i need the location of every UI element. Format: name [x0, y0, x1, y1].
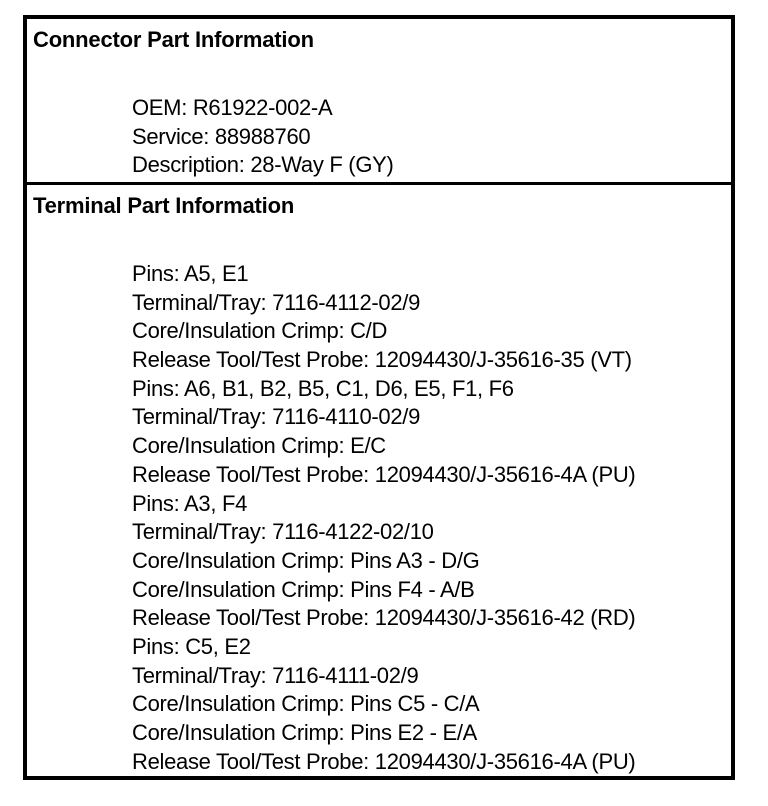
terminal-info-line: Release Tool/Test Probe: 12094430/J-35616-42 (RD): [132, 605, 636, 631]
terminal-info-line: Pins: C5, E2: [132, 633, 251, 659]
terminal-info-line: Core/Insulation Crimp: Pins A3 - D/G: [132, 547, 480, 573]
terminal-info-list: [132, 260, 635, 776]
terminal-info-line: Terminal/Tray: 7116-4122-02/10: [132, 519, 434, 545]
terminal-info-line: Pins: A5, E1: [132, 261, 249, 286]
terminal-info-line: Core/Insulation Crimp: C/D: [132, 318, 388, 344]
terminal-info-line: Pins: A3, F4: [132, 490, 248, 516]
connector-section-title: Connector Part Information: [33, 27, 314, 52]
connector-description-line: Description: 28-Way F (GY): [132, 152, 394, 178]
terminal-info-line: Release Tool/Test Probe: 12094430/J-35616-4A (PU): [132, 461, 636, 487]
terminal-info-line: Core/Insulation Crimp: Pins C5 - C/A: [132, 691, 480, 717]
terminal-info-line: Terminal/Tray: 7116-4111-02/9: [132, 662, 419, 688]
terminal-info-line: Core/Insulation Crimp: Pins F4 - A/B: [132, 576, 475, 602]
terminal-info-line: Release Tool/Test Probe: 12094430/J-35616-35 (VT): [132, 347, 632, 373]
connector-info-list: [132, 94, 394, 180]
terminal-section-title: Terminal Part Information: [33, 193, 295, 218]
connector-section: [27, 19, 731, 185]
connector-service-line: Service: 88988760: [132, 123, 311, 149]
connector-oem-line: OEM: R61922-002-A: [132, 95, 333, 120]
part-information-table: [23, 15, 735, 780]
terminal-info-line: Terminal/Tray: 7116-4112-02/9: [132, 289, 421, 315]
terminal-info-line: Pins: A6, B1, B2, B5, C1, D6, E5, F1, F6: [132, 375, 514, 401]
terminal-info-line: Core/Insulation Crimp: Pins E2 - E/A: [132, 720, 478, 745]
terminal-info-line: Core/Insulation Crimp: E/C: [132, 433, 386, 459]
terminal-info-line: Release Tool/Test Probe: 12094430/J-35616-4A (PU): [132, 748, 636, 774]
terminal-info-line: Terminal/Tray: 7116-4110-02/9: [132, 404, 421, 430]
